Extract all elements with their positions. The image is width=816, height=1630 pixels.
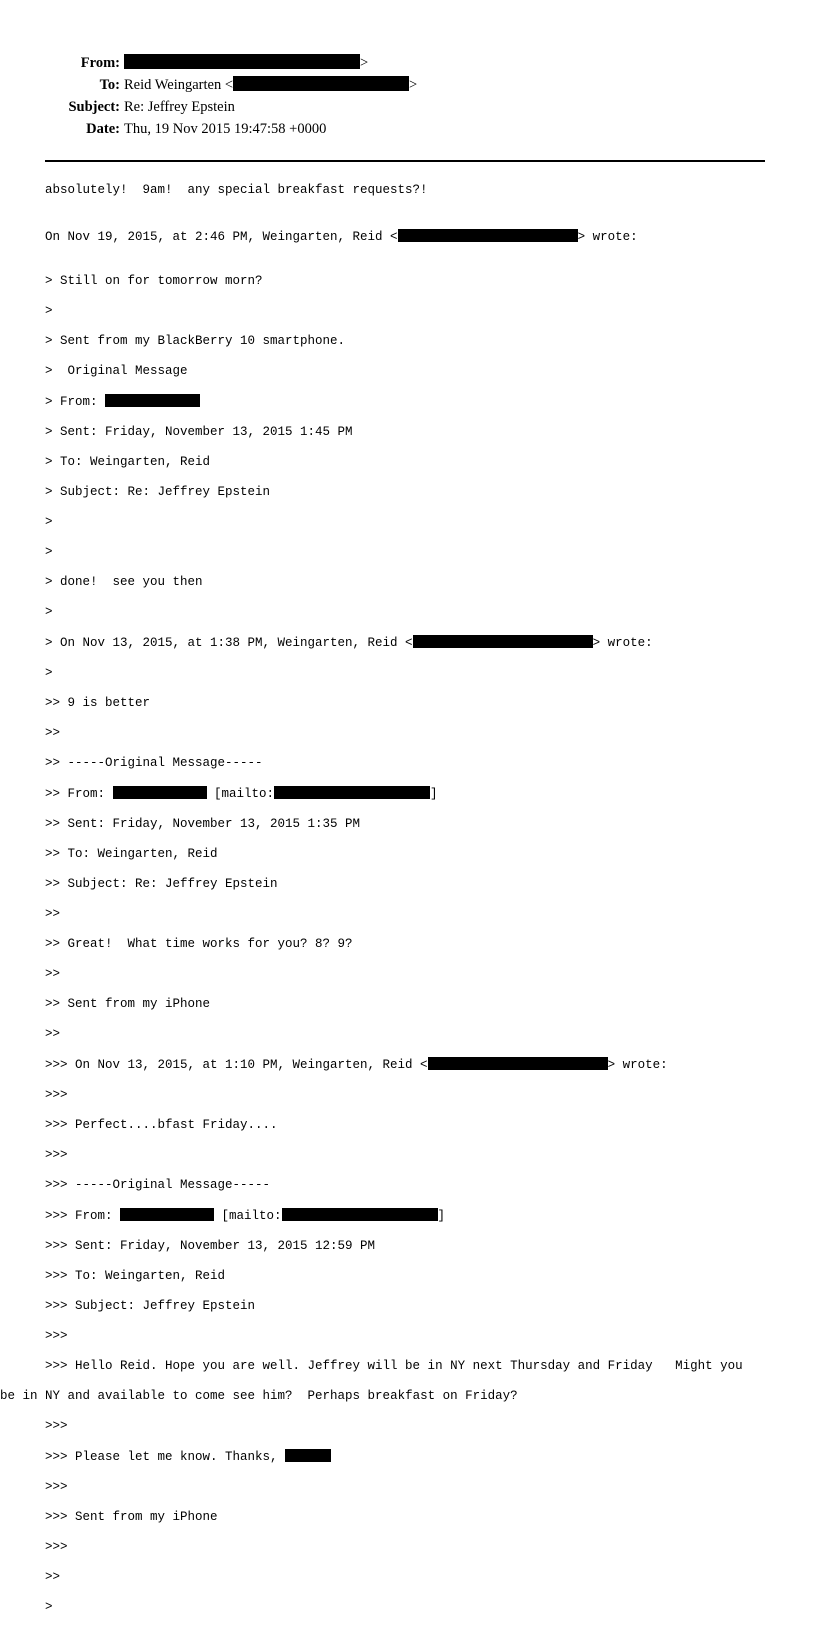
redaction-box [428, 1057, 608, 1070]
subject-label: Subject: [68, 99, 120, 115]
quote-line: > [45, 545, 53, 559]
quote-line: >>> Perfect....bfast Friday.... [45, 1118, 278, 1132]
redaction-box [124, 54, 360, 69]
quote-line: >>> From: [mailto: ] [45, 1209, 446, 1223]
reply-text: absolutely! 9am! any special breakfast requests?! [45, 183, 428, 197]
redaction-box [120, 1208, 214, 1221]
quote-line: >>> Please let me know. Thanks, [45, 1449, 743, 1465]
quote-line: > done! see you then [45, 575, 203, 589]
date-value: Thu, 19 Nov 2015 19:47:58 +0000 [124, 121, 327, 137]
quote-line: >> Sent from my iPhone [45, 997, 211, 1011]
redaction-box [282, 1208, 438, 1221]
quote-line: > Sent from my BlackBerry 10 smartphone. [45, 334, 346, 348]
from-value: > [124, 52, 368, 74]
quote-line: >> 9 is better [45, 696, 151, 710]
quote-line: >>> [45, 1148, 68, 1162]
quote-line: > [45, 666, 53, 680]
quote-line-continued: be in NY and available to come see him? Perhaps breakfast on Friday? [0, 1389, 518, 1403]
quote-line: > [45, 515, 53, 529]
redaction-box [274, 786, 430, 799]
redaction-box [285, 1449, 331, 1462]
quote-line: >> [45, 907, 61, 921]
quote-line: >> Subject: Re: Jeffrey Epstein [45, 877, 278, 891]
quote-line: > Still on for tomorrow morn? [45, 274, 263, 288]
to-label: To: [99, 77, 120, 93]
quoted-thread [0, 259, 743, 1630]
quote-line: > From: [45, 394, 743, 410]
quote-line: > [45, 1600, 53, 1614]
quote-line: > Original Message [45, 364, 188, 378]
quote-line: >> [45, 967, 61, 981]
quote-line: >> [45, 1570, 61, 1584]
quote-line: >>> [45, 1329, 68, 1343]
quote-line: >>> On Nov 13, 2015, at 1:10 PM, Weingarten, Reid < > wrote: [45, 1058, 668, 1072]
redaction-box [105, 394, 200, 407]
quote-line: >>> Sent from my iPhone [45, 1510, 218, 1524]
quote-intro: On Nov 19, 2015, at 2:46 PM, Weingarten, Reid < > wrote: [45, 230, 638, 244]
quote-line: >>> -----Original Message----- [45, 1178, 271, 1192]
from-label: From: [80, 55, 120, 71]
quote-line: >> Great! What time works for you? 8? 9? [45, 937, 353, 951]
quote-line: >> [45, 726, 61, 740]
redaction-box [233, 76, 409, 91]
to-value: Reid Weingarten < > [124, 77, 418, 93]
quote-line: >>> [45, 1480, 68, 1494]
quote-line: > [45, 605, 53, 619]
quote-line: > Sent: Friday, November 13, 2015 1:45 PM [45, 425, 353, 439]
quote-line: > To: Weingarten, Reid [45, 455, 211, 469]
quote-line: >> [45, 1027, 61, 1041]
date-label: Date: [86, 121, 120, 137]
quote-line: >>> To: Weingarten, Reid [45, 1269, 226, 1283]
quote-line: >>> [45, 1419, 68, 1433]
to-name: Reid Weingarten < [124, 77, 234, 93]
quote-line: >> -----Original Message----- [45, 756, 263, 770]
quote-line: >> Sent: Friday, November 13, 2015 1:35 PM [45, 817, 361, 831]
redaction-box [113, 786, 207, 799]
quote-line: >>> Subject: Jeffrey Epstein [45, 1299, 256, 1313]
quote-line: >>> [45, 1088, 68, 1102]
quote-line: >> To: Weingarten, Reid [45, 847, 218, 861]
subject-value: Re: Jeffrey Epstein [124, 99, 235, 115]
quote-line: >>> [45, 1540, 68, 1554]
quote-line: > On Nov 13, 2015, at 1:38 PM, Weingarten, Reid < > wrote: [45, 636, 653, 650]
quote-line: > Subject: Re: Jeffrey Epstein [45, 485, 271, 499]
redaction-box [398, 229, 578, 242]
quote-line: >>> Sent: Friday, November 13, 2015 12:59 PM [45, 1239, 376, 1253]
quote-line: >> From: [mailto: ] [45, 787, 438, 801]
quote-line: > [45, 304, 53, 318]
header-divider [45, 160, 765, 162]
redaction-box [413, 635, 593, 648]
quote-line: >>> Hello Reid. Hope you are well. Jeffrey will be in NY next Thursday and Friday Might you [45, 1359, 743, 1373]
